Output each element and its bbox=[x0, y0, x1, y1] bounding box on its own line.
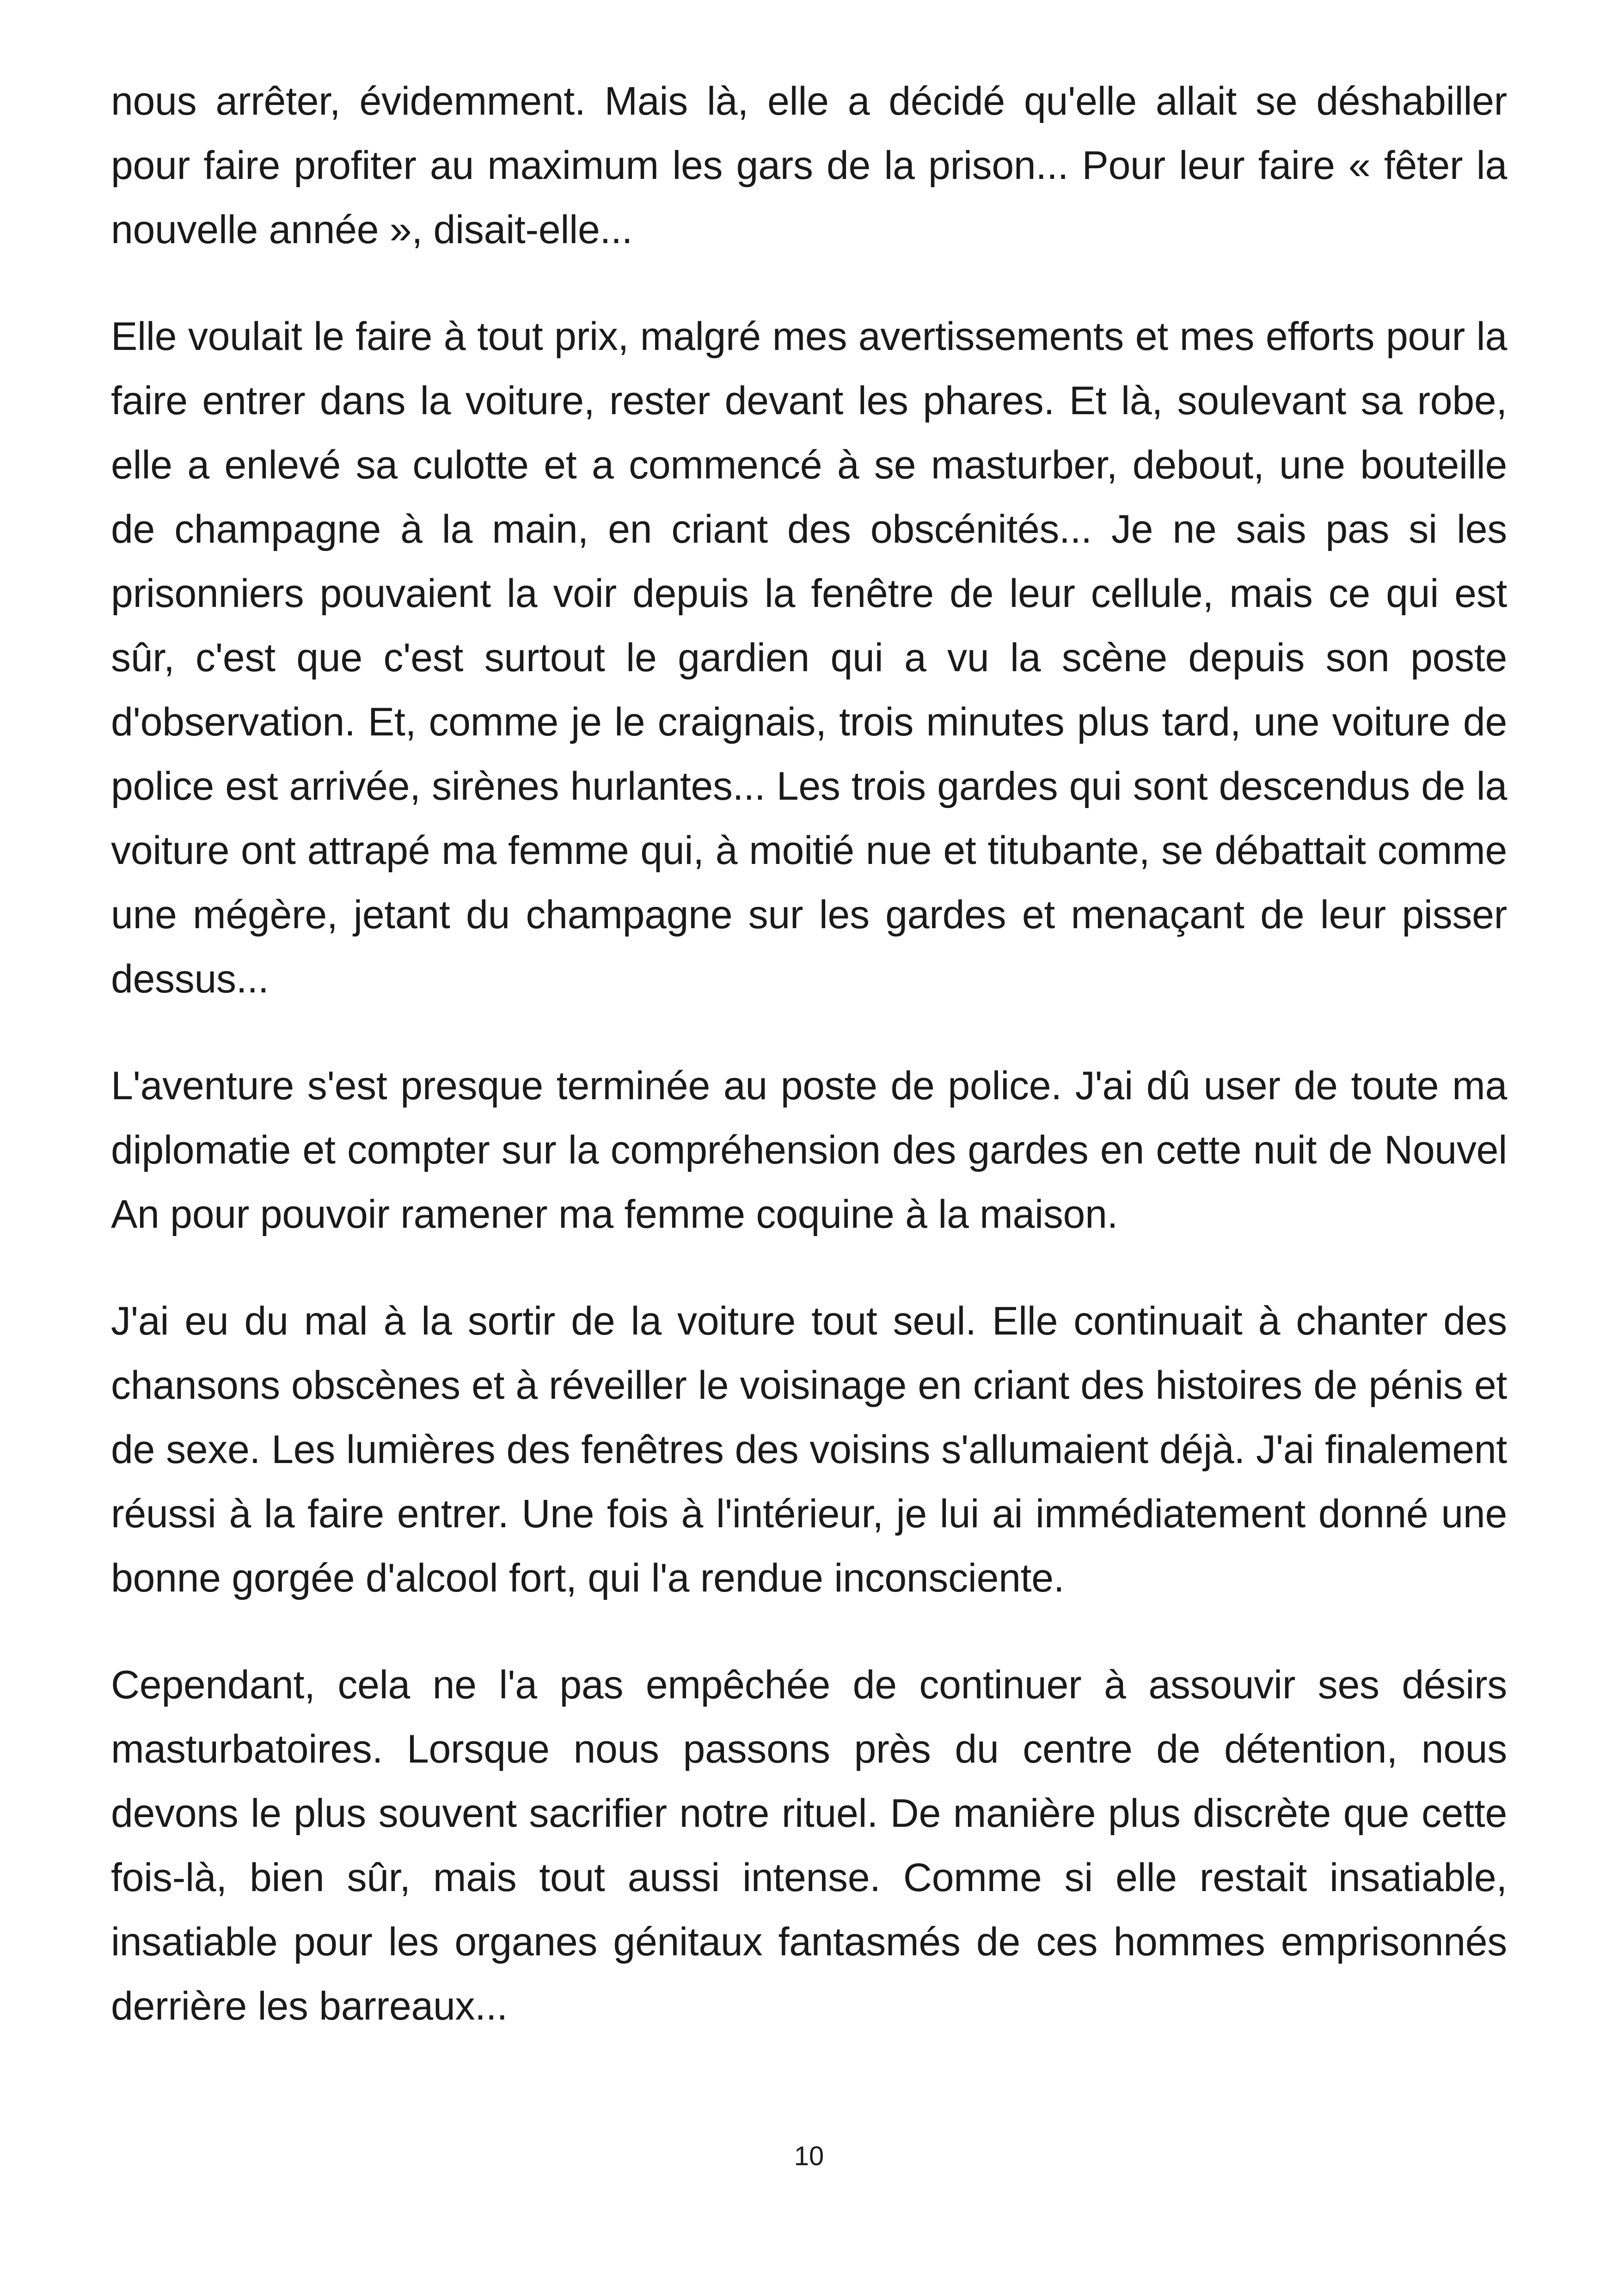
paragraph-2: Elle voulait le faire à tout prix, malgré mes avertissements et mes efforts pour la faire entrer dans la voiture, rester devant les phares. Et là, soulevant sa robe, elle a enlevé sa culotte et a commencé à se masturber, debout, une bouteille de champagne à la main, en criant des obscénités... Je ne sais pas si les prisonniers pouvaient la voir depuis la fenêtre de leur cellule, mais ce qui est sûr, c'est que c'est surtout le gardien qui a vu la scène depuis son poste d'observation. Et, comme je le craignais, trois minutes plus tard, une voiture de police est arrivée, sirènes hurlantes... Les trois gardes qui sont descendus de la voiture ont attrapé ma femme qui, à moitié nue et titubante, se débattait comme une mégère, jetant du champagne sur les gardes et menaçant de leur pisser dessus... bbox=[111, 314, 1507, 1001]
page-body bbox=[111, 69, 1507, 2081]
paragraph-1: nous arrêter, évidemment. Mais là, elle a décidé qu'elle allait se déshabiller pour faire profiter au maximum les gars de la prison... Pour leur faire « fêter la nouvelle année », disait-elle... bbox=[111, 79, 1507, 252]
page-number: 10 bbox=[794, 2141, 824, 2171]
paragraph-4: J'ai eu du mal à la sortir de la voiture tout seul. Elle continuait à chanter des chansons obscènes et à réveiller le voisinage en criant des histoires de pénis et de sexe. Les lumières des fenêtres des voisins s'allumaient déjà. J'ai finalement réussi à la faire entrer. Une fois à l'intérieur, je lui ai immédiatement donné une bonne gorgée d'alcool fort, qui l'a rendue inconsciente. bbox=[111, 1299, 1507, 1600]
paragraph-5: Cependant, cela ne l'a pas empêchée de continuer à assouvir ses désirs masturbatoires. Lorsque nous passons près du centre de détention, nous devons le plus souvent sacrifier notre rituel. De manière plus discrète que cette fois-là, bien sûr, mais tout aussi intense. Comme si elle restait insatiable, insatiable pour les organes génitaux fantasmés de ces hommes emprisonnés derrière les barreaux... bbox=[111, 1663, 1507, 2028]
paragraph-3: L'aventure s'est presque terminée au poste de police. J'ai dû user de toute ma diplomatie et compter sur la compréhension des gardes en cette nuit de Nouvel An pour pouvoir ramener ma femme coquine à la maison. bbox=[111, 1064, 1507, 1237]
